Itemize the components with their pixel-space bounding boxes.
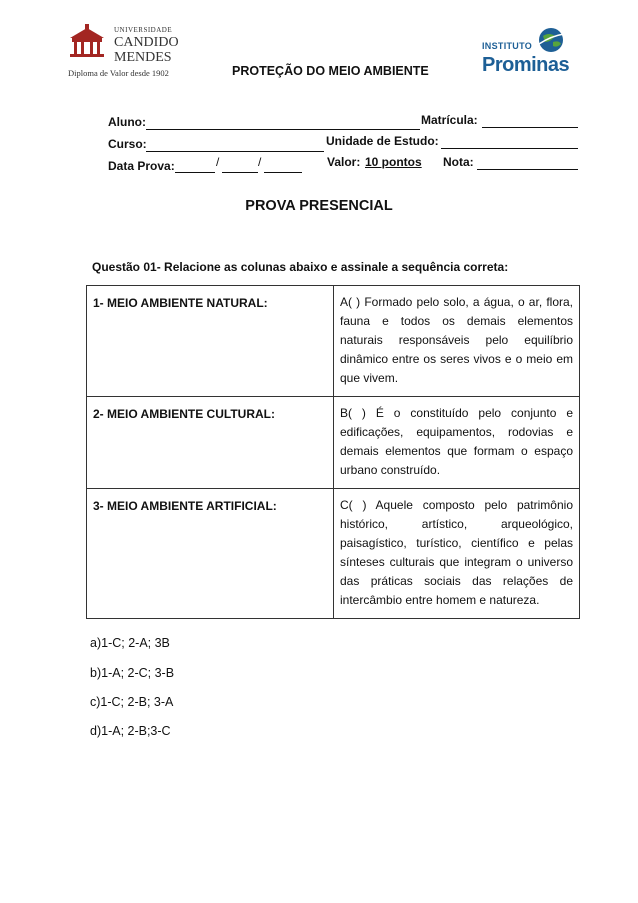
nota-label: Nota: [443,155,474,169]
valor-value: 10 pontos [365,155,422,169]
column-left-2: 2- MEIO AMBIENTE CULTURAL: [87,397,334,489]
column-left-1: 1- MEIO AMBIENTE NATURAL: [87,286,334,397]
page-title: PROTEÇÃO DO MEIO AMBIENTE [232,64,429,78]
globe-icon [537,26,565,54]
university-line2: CANDIDO [114,35,179,50]
nota-field[interactable] [477,169,578,170]
table-row [87,397,580,489]
column-right-b: B( ) É o constituído pelo conjunto e edificações, equipamentos, rodovias e demais elementos que formam o espaço urbano construído. [334,397,580,489]
exam-title: PROVA PRESENCIAL [245,198,393,214]
option-a[interactable]: a)1-C; 2-A; 3B [90,636,170,650]
aluno-field[interactable] [146,129,420,130]
option-b[interactable]: b)1-A; 2-C; 3-B [90,666,175,680]
date-separator-2: / [258,155,262,169]
university-tagline: Diploma de Valor desde 1902 [68,68,169,78]
column-right-c: C( ) Aquele composto pelo patrimônio histórico, artístico, arqueológico, paisagístico, turístico, científico e pelas sínteses culturais que integram o universo das práticas sociais das relações de intercâmbio entre homem e natureza. [334,489,580,619]
option-d[interactable]: d)1-A; 2-B;3-C [90,724,171,738]
table-row [87,286,580,397]
building-crest-icon [66,24,108,60]
column-right-a: A( ) Formado pelo solo, a água, o ar, flora, fauna e todos os demais elementos naturais responsáveis pelo equilíbrio dinâmico entre os seres vivos e o meio em que vivem. [334,286,580,397]
aluno-label: Aluno: [108,115,146,129]
matricula-label: Matrícula: [421,113,478,127]
institute-line1: INSTITUTO [482,41,533,51]
university-line1: UNIVERSIDADE [114,26,173,34]
data-prova-label: Data Prova: [108,159,175,173]
matricula-field[interactable] [482,127,578,128]
date-separator-1: / [216,155,220,169]
university-line3: MENDES [114,50,172,65]
date-year-field[interactable] [264,172,302,173]
curso-field[interactable] [146,151,324,152]
column-left-3: 3- MEIO AMBIENTE ARTIFICIAL: [87,489,334,619]
option-c[interactable]: c)1-C; 2-B; 3-A [90,695,174,709]
unidade-field[interactable] [441,148,578,149]
curso-label: Curso: [108,137,147,151]
unidade-label: Unidade de Estudo: [326,134,439,148]
date-month-field[interactable] [222,172,258,173]
matching-table [86,285,580,619]
question-text: Questão 01- Relacione as colunas abaixo e assinale a sequência correta: [92,260,509,274]
institute-logo [482,24,582,80]
institute-line2: Prominas [482,54,570,76]
valor-label: Valor: [327,155,361,169]
date-day-field[interactable] [175,172,215,173]
table-row [87,489,580,619]
university-logo [62,20,182,82]
